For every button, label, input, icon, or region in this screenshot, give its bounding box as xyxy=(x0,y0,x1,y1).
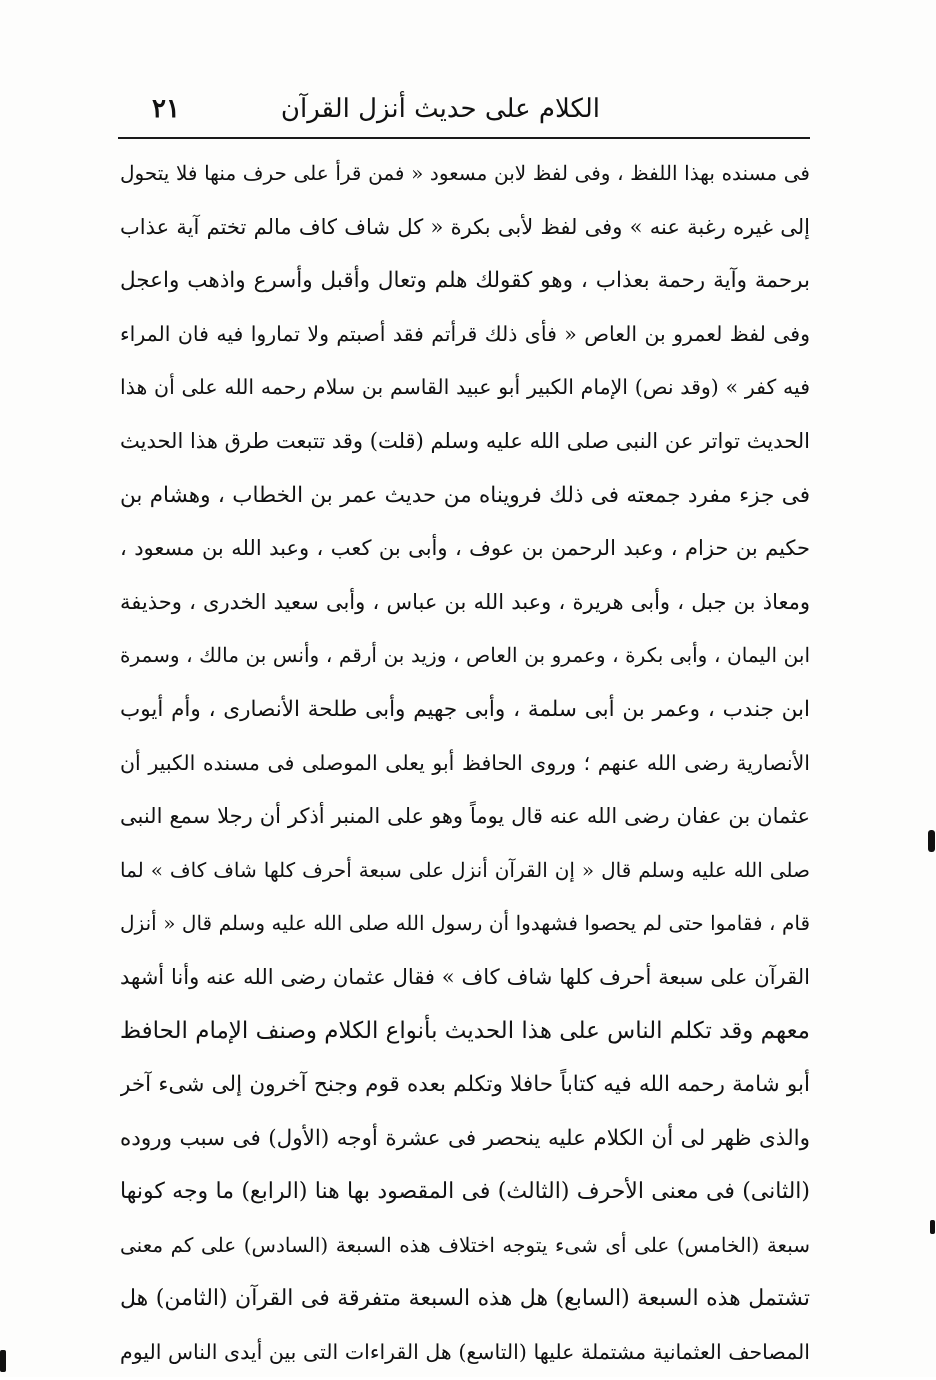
header-rule xyxy=(118,137,810,139)
scan-edge-mark xyxy=(928,830,935,852)
text-line: الحديث تواتر عن النبى صلى الله عليه وسلم (قلت) وقد تتبعت طرق هذا الحديث xyxy=(120,428,810,453)
text-line: ابن جندب ، وعمر بن أبى سلمة ، وأبى جهيم وأبى طلحة الأنصارى ، وأم أيوب xyxy=(120,696,810,722)
text-line: معهم وقد تكلم الناس على هذا الحديث بأنواع الكلام وصنف الإمام الحافظ xyxy=(120,1017,810,1044)
page-number: ٢١ xyxy=(152,94,180,124)
text-line: فى مسنده بهذا اللفظ ، وفى لفظ لابن مسعود « فمن قرأ على حرف منها فلا يتحول xyxy=(120,161,810,185)
text-line: تشتمل هذه السبعة (السابع) هل هذه السبعة متفرقة فى القرآن (الثامن) هل xyxy=(120,1286,810,1312)
text-line: فى جزء مفرد جمعته فى ذلك فرويناه من حديث عمر بن الخطاب ، وهشام بن xyxy=(120,482,810,508)
text-line: والذى ظهر لى أن الكلام عليه ينحصر فى عشرة أوجه (الأول) فى سبب وروده xyxy=(120,1125,810,1151)
text-line: عثمان بن عفان رضى الله عنه قال يوماً وهو على المنبر أذكر أن رجلا سمع النبى xyxy=(120,804,810,829)
page-header xyxy=(118,88,810,138)
text-line: قام ، فقاموا حتى لم يحصوا فشهدوا أن رسول الله صلى الله عليه وسلم قال « أنزل xyxy=(120,911,810,936)
text-line: سبعة (الخامس) على أى شىء يتوجه اختلاف هذه السبعة (السادس) على كم معنى xyxy=(120,1232,810,1257)
text-line: برحمة وآية رحمة بعذاب ، وهو كقولك هلم وتعال وأقبل وأسرع واذهب واعجل xyxy=(120,268,810,294)
text-line: حكيم بن حزام ، وعبد الرحمن بن عوف ، وأبى بن كعب ، وعبد الله بن مسعود ، xyxy=(120,536,810,561)
text-line: إلى غيره رغبة عنه » وفى لفظ لأبى بكرة « كل شاف كاف مالم تختم آية عذاب xyxy=(120,214,810,239)
text-line: وفى لفظ لعمرو بن العاص « فأى ذلك قرأتم فقد أصبتم ولا تماروا فيه فان المراء xyxy=(120,321,810,346)
text-line: القرآن على سبعة أحرف كلها شاف كاف » فقال عثمان رضى الله عنه وأنا أشهد xyxy=(120,964,810,989)
text-line: ومعاذ بن جبل ، وأبى هريرة ، وعبد الله بن عباس ، وأبى سعيد الخدرى ، وحذيفة xyxy=(120,589,810,614)
text-line: ابن اليمان ، وأبى بكرة ، وعمرو بن العاص ، وزيد بن أرقم ، وأنس بن مالك ، وسمرة xyxy=(120,643,810,668)
body-text xyxy=(120,147,810,1380)
text-line: فيه كفر » (وقد نص) الإمام الكبير أبو عبيد القاسم بن سلام رحمه الله على أن هذا xyxy=(120,375,810,400)
text-line: أبو شامة رحمه الله فيه كتاباً حافلا وتكلم بعده قوم وجنح آخرون إلى شىء آخر xyxy=(120,1072,810,1098)
scan-edge-mark xyxy=(0,1350,6,1372)
text-line: صلى الله عليه وسلم قال « إن القرآن أنزل على سبعة أحرف كلها شاف كاف » لما xyxy=(120,857,810,882)
running-title: الكلام على حديث أنزل القرآن xyxy=(280,94,600,124)
text-line: الأنصارية رضى الله عنهم ؛ وروى الحافظ أبو يعلى الموصلى فى مسنده الكبير أن xyxy=(120,750,810,775)
text-line: (الثانى) فى معنى الأحرف (الثالث) فى المقصود بها هنا (الرابع) ما وجه كونها xyxy=(120,1179,810,1205)
text-line: المصاحف العثمانية مشتملة عليها (التاسع) هل القراءات التى بين أيدى الناس اليوم xyxy=(120,1340,810,1365)
scan-edge-mark xyxy=(930,1220,935,1234)
